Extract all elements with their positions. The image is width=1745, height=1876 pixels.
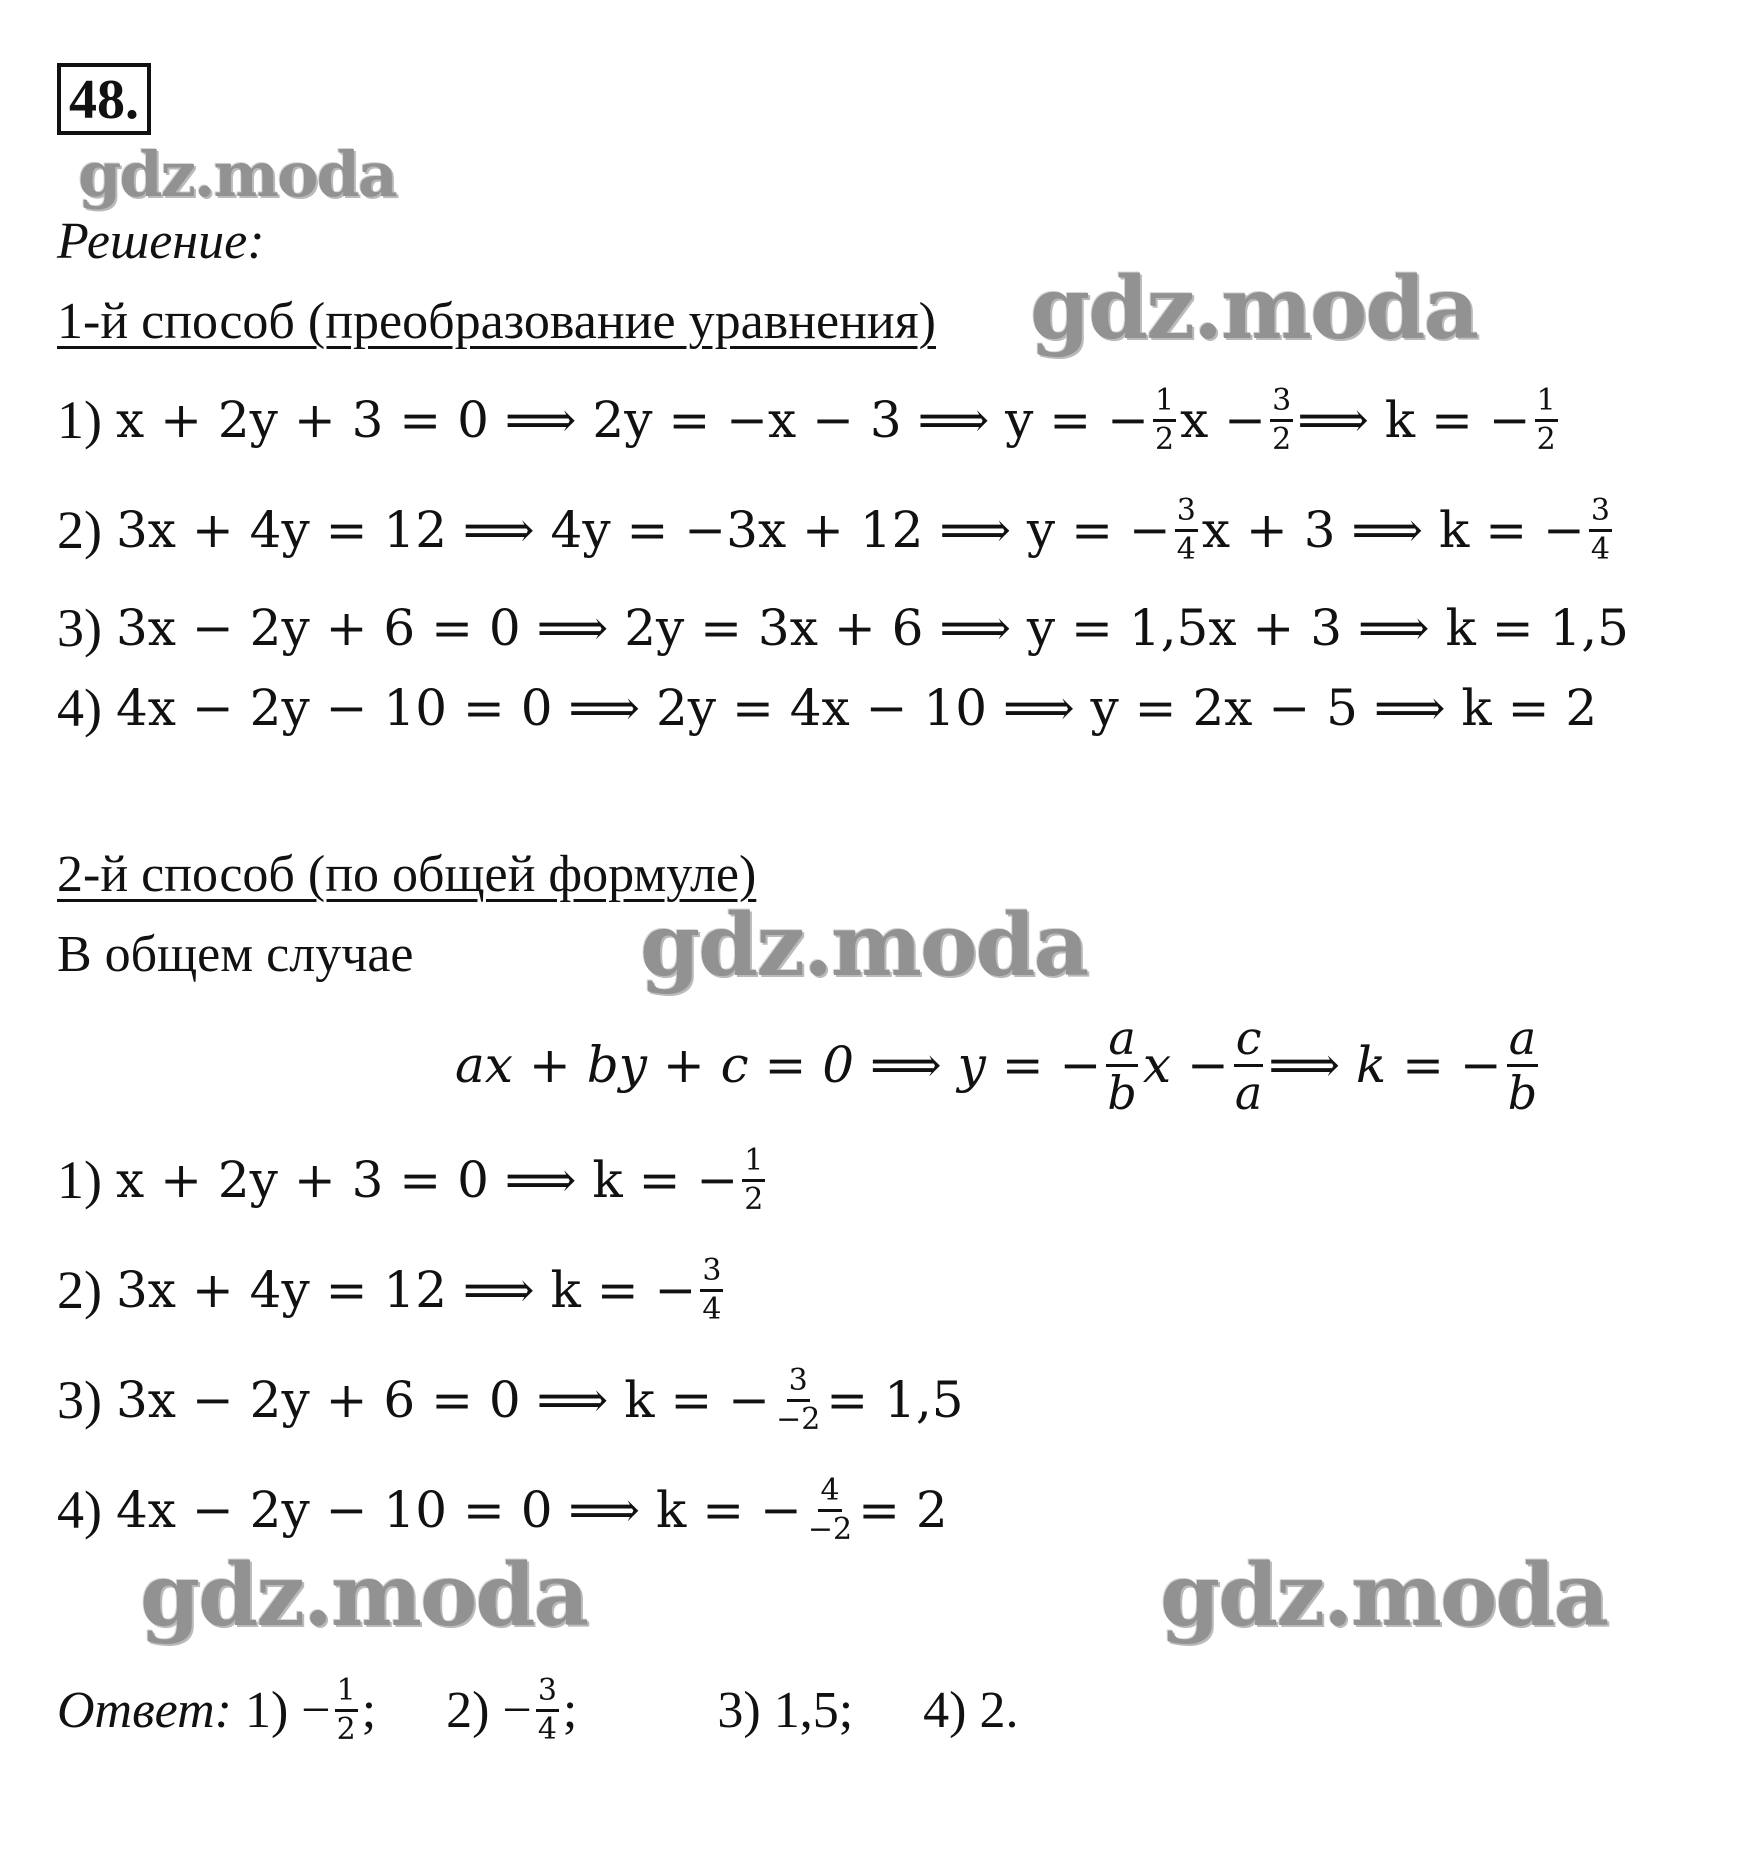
watermark: gdz.moda [78,138,396,211]
answer-item-3: 3) 1,5; [717,1681,854,1739]
method1-line-4: 4) 4x − 2y − 10 = 0 ⟹ 2y = 4x − 10 ⟹ y = 2x − 5 ⟹ k = 2 [57,678,1598,738]
method2-line-2: 2) 3x + 4y = 12 ⟹ k = − $\frac{3}{4}$ [57,1252,722,1327]
method2-title: 2-й способ (по общей формуле) [57,846,757,903]
watermark: gdz.moda [640,895,1088,996]
method2-line-4: 4) 4x − 2y − 10 = 0 ⟹ k = − $\frac{4}{-2}$ = 2 [57,1472,948,1547]
method1-line-2: 2) 3x + 4y = 12 ⟹ 4y = −3x + 12 ⟹ y = − $\frac{3}{4}$ x + 3 ⟹ k = − $\frac{3}{4}$ [57,492,1610,567]
method2-intro: В общем случае [57,926,414,983]
watermark: gdz.moda [1030,258,1478,359]
method1-title: 1-й способ (преобразование уравнения) [57,293,936,350]
method1-line-1: 1) x + 2y + 3 = 0 ⟹ 2y = −x − 3 ⟹ y = − $\frac{1}{2}$ x − $\frac{3}{2}$ ⟹ k = − $\frac{1}{2}$ [57,382,1556,457]
solution-label: Решение: [57,213,265,270]
answer-label: Ответ: [57,1681,245,1739]
answer-line [57,1660,1088,1760]
problem-number: 48. [57,63,151,135]
method2-line-3: 3) 3x − 2y + 6 = 0 ⟹ k = − $\frac{3}{-2}$ = 1,5 [57,1362,964,1437]
watermark: gdz.moda [1160,1545,1608,1646]
answer-item-4: 4) 2. [923,1681,1019,1739]
watermark: gdz.moda [140,1545,588,1646]
method2-line-1: 1) x + 2y + 3 = 0 ⟹ k = − $\frac{1}{2}$ [57,1142,764,1217]
answer-item-2: 2) − $\frac{3}{4}$ ; [446,1672,578,1747]
method1-line-3: 3) 3x − 2y + 6 = 0 ⟹ 2y = 3x + 6 ⟹ y = 1,5x + 3 ⟹ k = 1,5 [57,598,1629,658]
general-formula: ax + by + c = 0 ⟹ y = − $\frac{a}{b}$ x − $\frac{c}{a}$ ⟹ k = − $\frac{a}{b}$ [455,1010,1538,1120]
answer-item-1: 1) − $\frac{1}{2}$ ; [244,1672,377,1747]
